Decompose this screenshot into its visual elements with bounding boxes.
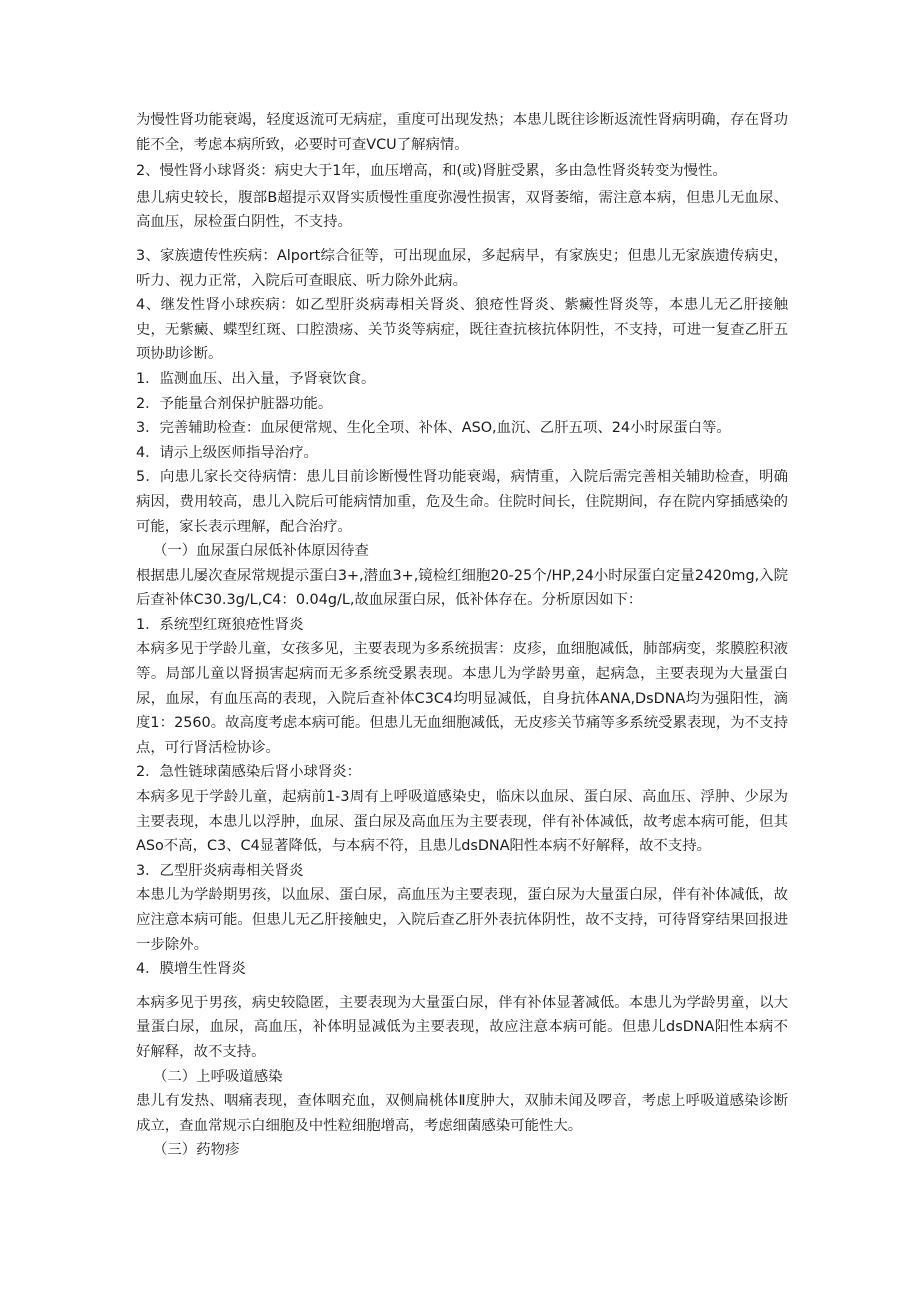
subheading-post-streptococcal: 2．急性链球菌感染后肾小球肾炎：	[136, 764, 362, 781]
document-body	[136, 108, 788, 1163]
section-heading-3: （三）药物疹	[153, 1142, 240, 1159]
subheading-mpgn: 4．膜增生性肾炎	[136, 961, 246, 978]
paragraph-post-streptococcal: 本病多见于学龄儿童，起病前1-3周有上呼吸道感染史，临床以血尿、蛋白尿、高血压、浮肿、少尿为主要表现，本患儿以浮肿，血尿、蛋白尿及高血压为主要表现，伴有补体减低，故考虑本病可能，但其ASo不高，C3、C4显著降低，与本病不符，且患儿dsDNA阳性本病不好解释，故不支持。	[136, 789, 788, 855]
subheading-hbv-nephritis: 3．乙型肝炎病毒相关肾炎	[136, 862, 304, 879]
plan-item-5: 5．向患儿家长交待病情：患儿目前诊断慢性肾功能衰竭，病情重，入院后需完善相关辅助检查，明确病因，费用较高，患儿入院后可能病情加重，危及生命。住院时间长，住院期间，存在院内穿插感染的可能，家长表示理解，配合治疗。	[136, 469, 788, 535]
plan-item-1: 1．监测血压、出入量，予肾衰饮食。	[136, 370, 376, 387]
paragraph-ultrasound-findings: 患儿病史较长，腹部B超提示双肾实质慢性重度弥漫性损害，双肾萎缩，需注意本病，但患儿无血尿、高血压，尿检蛋白阴性，不支持。	[136, 189, 788, 231]
paragraph-chronic-glomerulonephritis: 2、慢性肾小球肾炎：病史大于1年，血压增高，和(或)肾脏受累，多由急性肾炎转变为慢性。	[136, 163, 727, 180]
plan-item-4: 4．请示上级医师指导治疗。	[136, 444, 318, 461]
paragraph-lupus-nephritis: 本病多见于学龄儿童，女孩多见，主要表现为多系统损害：皮疹，血细胞减低，肺部病变，浆膜腔积液等。局部儿童以肾损害起病而无多系统受累表现。本患儿为学龄男童，起病急，主要表现为大量蛋白尿，血尿，有血压高的表现，入院后查补体C3C4均明显减低，自身抗体ANA,DsDNA均为强阳性，滴度1：2560。故高度考虑本病可能。但患儿无血细胞减低，无皮疹关节痛等多系统受累表现，为不支持点，可行肾活检协诊。	[136, 641, 788, 756]
paragraph-secondary-glomerular-disease: 4、继发性肾小球疾病：如乙型肝炎病毒相关肾炎、狼疮性肾炎、紫癜性肾炎等，本患儿无乙肝接触史，无紫癜、蝶型红斑、口腔溃疡、关节炎等病症，既往查抗核抗体阴性，不支持，可进一复查乙肝五项协助诊断。	[136, 297, 788, 363]
plan-item-3: 3．完善辅助检查：血尿便常规、生化全项、补体、ASO,血沉、乙肝五项、24小时尿蛋白等。	[136, 420, 731, 437]
section-heading-2: （二）上呼吸道感染	[153, 1068, 283, 1085]
paragraph-reflux-nephropathy: 为慢性肾功能衰竭，轻度返流可无病症，重度可出现发热；本患儿既往诊断返流性肾病明确，存在肾功能不全，考虑本病所致，必要时可查VCU了解病情。	[136, 112, 788, 153]
subheading-lupus-nephritis: 1．系统型红斑狼疮性肾炎	[136, 616, 304, 633]
paragraph-hereditary-disease: 3、家族遗传性疾病：Alport综合征等，可出现血尿，多起病早，有家族史；但患儿无家族遗传病史，听力、视力正常，入院后可查眼底、听力除外此病。	[136, 247, 788, 289]
paragraph-urinalysis-results: 根据患儿屡次查尿常规提示蛋白3+,潜血3+,镜检红细胞20-25个/HP,24小时尿蛋白定量2420mg,入院后查补体C30.3g/L,C4：0.04g/L,故血尿蛋白尿，低补体存在。分析原因如下：	[136, 567, 788, 609]
paragraph-mpgn: 本病多见于男孩，病史较隐匿，主要表现为大量蛋白尿，伴有补体显著减低。本患儿为学龄男童，以大量蛋白尿，血尿，高血压，补体明显减低为主要表现，故应注意本病可能。但患儿dsDNA阳性本病不好解释，故不支持。	[136, 994, 788, 1060]
plan-item-2: 2．予能量合剂保护脏器功能。	[136, 395, 333, 412]
section-heading-1: （一）血尿蛋白尿低补体原因待查	[153, 543, 369, 560]
paragraph-uri: 患儿有发热、咽痛表现，查体咽充血，双侧扁桃体Ⅱ度肿大，双肺未闻及啰音，考虑上呼吸道感染诊断成立，查血常规示白细胞及中性粒细胞增高，考虑细菌感染可能性大。	[136, 1093, 788, 1134]
paragraph-hbv-nephritis: 本患儿为学龄期男孩，以血尿、蛋白尿，高血压为主要表现，蛋白尿为大量蛋白尿，伴有补体减低，故应注意本病可能。但患儿无乙肝接触史，入院后查乙肝外表抗体阴性，故不支持，可待肾穿结果回报进一步除外。	[136, 887, 788, 953]
